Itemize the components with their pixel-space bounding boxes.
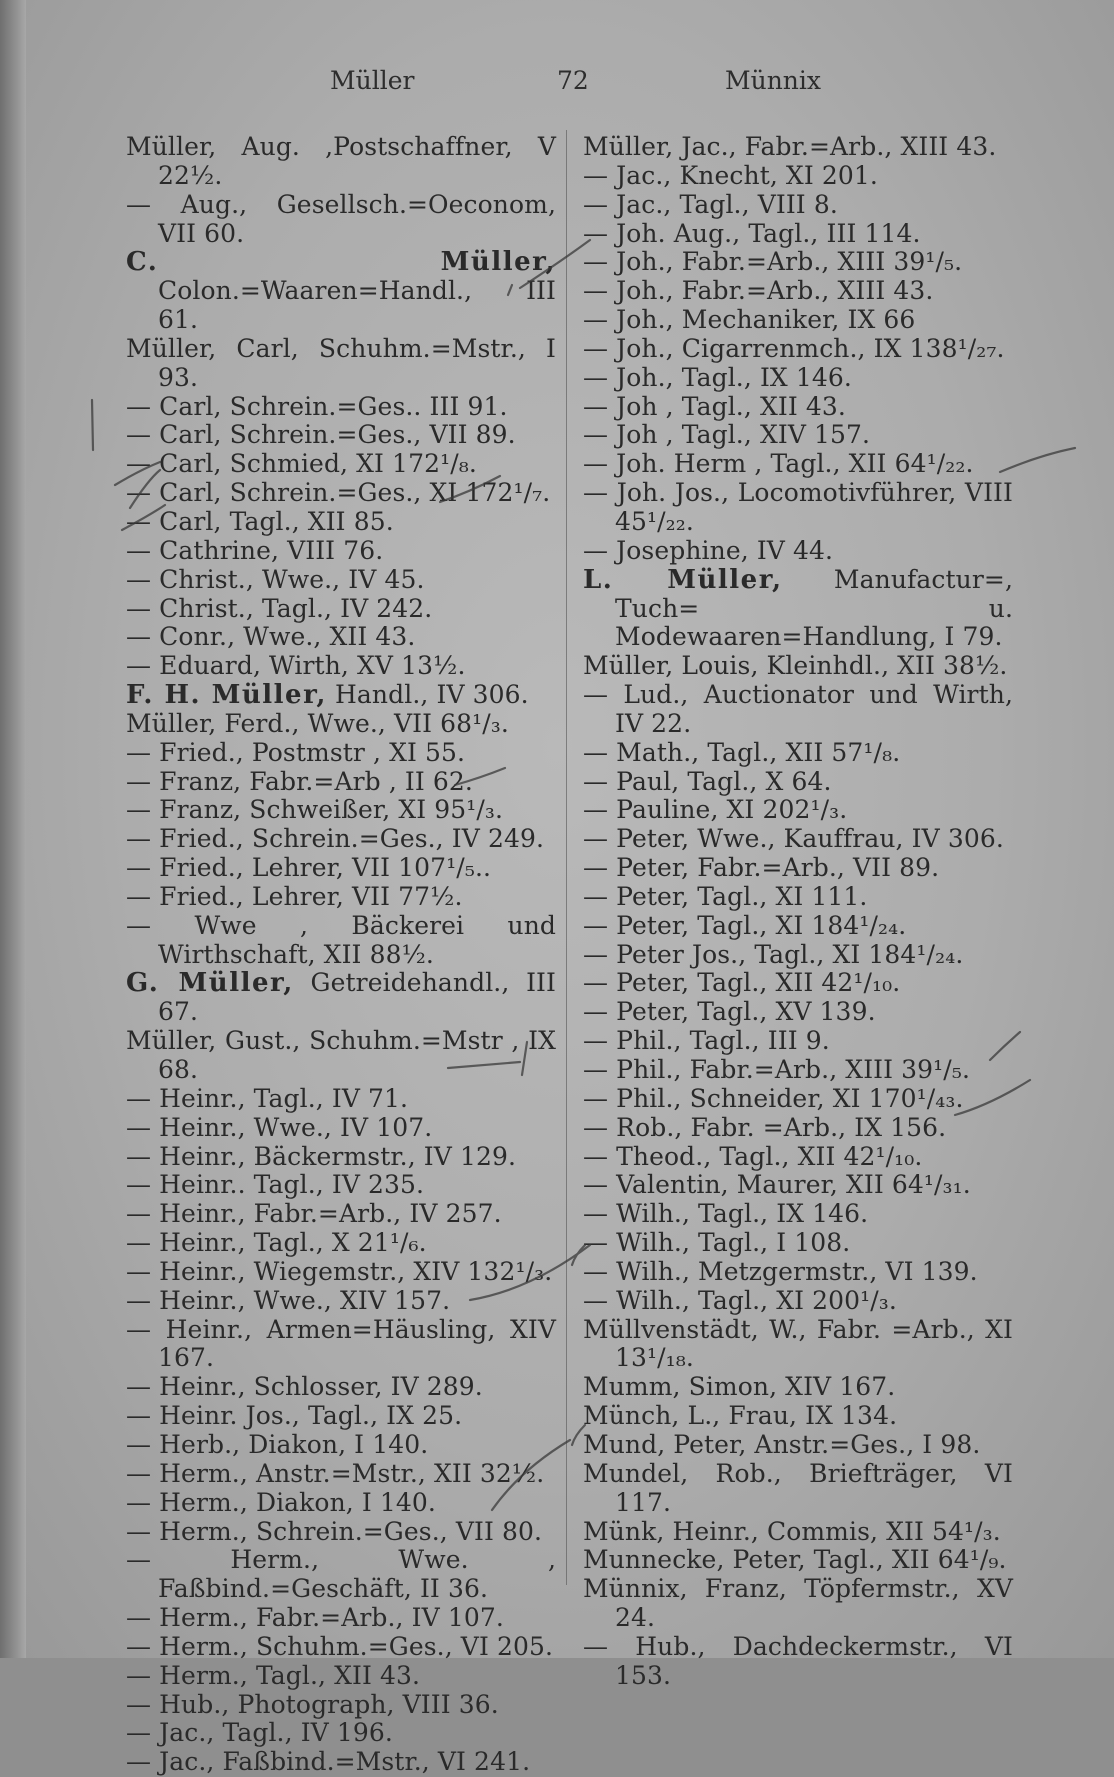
directory-entry (126, 968, 565, 1027)
directory-entry (126, 1026, 565, 1085)
entry-text: — Wwe , Bäckerei und Wirthschaft, XII 88½. (126, 910, 565, 969)
directory-entry (126, 796, 556, 825)
entry-text: Mund, Peter, Anstr.=Ges., I 98. (583, 1429, 981, 1459)
directory-entry (126, 132, 565, 191)
entry-text: Handl., IV 306. (326, 680, 529, 710)
entry-text: — Peter Jos., Tagl., XI 184¹/₂₄. (583, 939, 964, 969)
entry-text: — Paul, Tagl., X 64. (583, 766, 832, 796)
directory-entry (583, 1287, 1013, 1316)
directory-entry (583, 220, 1013, 249)
directory-entry (126, 1719, 556, 1748)
entry-text: — Peter, Wwe., Kauffrau, IV 306. (583, 824, 1004, 854)
entry-text: — Cathrine, VIII 76. (126, 535, 384, 565)
directory-entry (583, 969, 1013, 998)
entry-text: — Eduard, Wirth, XV 13½. (126, 651, 466, 681)
entry-text: — Herm., Fabr.=Arb., IV 107. (126, 1603, 504, 1633)
entry-text: — Peter, Tagl., XI 184¹/₂₄. (583, 910, 907, 940)
header-last-name: Münnix (725, 66, 821, 95)
directory-entry (126, 537, 556, 566)
directory-entry (583, 680, 1022, 739)
directory-entry (126, 652, 556, 681)
entry-text: — Heinr., Wwe., IV 107. (126, 1112, 433, 1142)
directory-entry (126, 1171, 556, 1200)
entry-text: Müller, Gust., Schuhm.=Mstr , IX 68. (126, 1026, 565, 1084)
entry-text: — Joh , Tagl., XIV 157. (583, 420, 871, 450)
directory-entry (583, 1085, 1013, 1114)
directory-entry (583, 564, 1022, 653)
directory-entry (126, 854, 556, 883)
directory-entry (126, 1604, 556, 1633)
directory-entry (126, 1287, 556, 1316)
directory-entry (583, 393, 1013, 422)
directory-entry (583, 421, 1013, 450)
directory-entry (126, 595, 556, 624)
entry-text: — Conr., Wwe., XII 43. (126, 622, 416, 652)
entry-text: — Herm., Anstr.=Mstr., XII 32½. (126, 1458, 545, 1488)
directory-entry (126, 450, 556, 479)
entry-text: — Christ., Tagl., IV 242. (126, 593, 433, 623)
running-header (330, 66, 830, 106)
entry-text: — Heinr., Wwe., XIV 157. (126, 1285, 451, 1315)
entry-text: — Herm., Wwe. , Faßbind.=Geschäft, II 36. (126, 1545, 565, 1604)
entry-text: — Carl, Schrein.=Ges., VII 89. (126, 420, 516, 450)
directory-entry (583, 739, 1013, 768)
entry-text: — Heinr., Fabr.=Arb., IV 257. (126, 1199, 502, 1229)
directory-entry (126, 421, 556, 450)
directory-entry (583, 1402, 1013, 1431)
entry-text: — Joh., Fabr.=Arb., XIII 43. (583, 276, 934, 306)
directory-entry (126, 623, 556, 652)
entry-text: Münk, Heinr., Commis, XII 54¹/₃. (583, 1516, 1001, 1546)
directory-entry (583, 1518, 1013, 1547)
firm-name: G. Müller, (126, 968, 294, 999)
entry-text: — Lud., Auctionator und Wirth, IV 22. (583, 680, 1022, 738)
entry-text: — Herm., Schuhm.=Ges., VI 205. (126, 1631, 554, 1661)
entry-text: — Joh. Jos., Locomotivführer, VIII 45¹/₂₂. (583, 478, 1022, 536)
directory-entry (583, 537, 1013, 566)
entry-text: — Carl, Tagl., XII 85. (126, 506, 394, 536)
directory-entry (126, 1545, 565, 1604)
entry-text: — Wilh., Tagl., XI 200¹/₃. (583, 1285, 897, 1315)
directory-entry (583, 652, 1013, 681)
entry-text: — Peter, Fabr.=Arb., VII 89. (583, 853, 940, 883)
directory-entry (583, 1314, 1022, 1374)
directory-entry (126, 825, 556, 854)
entry-text: — Franz, Fabr.=Arb , II 62. (126, 766, 473, 796)
directory-entry (583, 1631, 1022, 1691)
entry-text: — Peter, Tagl., XI 111. (583, 881, 868, 911)
entry-text: Getreidehandl., III 67. (158, 968, 565, 1027)
directory-entry (583, 1143, 1013, 1172)
entry-text: — Fried., Schrein.=Ges., IV 249. (126, 824, 545, 854)
directory-entry (126, 1229, 556, 1258)
directory-entry (583, 1546, 1013, 1575)
entry-text: — Heinr. Jos., Tagl., IX 25. (126, 1401, 463, 1431)
entry-text: — Carl, Schmied, XI 172¹/₈. (126, 449, 477, 479)
directory-entry (126, 1518, 556, 1547)
entry-text: — Phil., Tagl., III 9. (583, 1026, 830, 1056)
directory-entry (126, 1373, 556, 1402)
directory-entry (583, 478, 1022, 537)
entry-text: Mundel, Rob., Briefträger, VI 117. (583, 1458, 1022, 1517)
left-column (126, 132, 565, 1777)
directory-entry (583, 248, 1013, 277)
directory-entry (126, 883, 556, 912)
entry-text: — Jac., Tagl., IV 196. (126, 1718, 393, 1748)
directory-entry (126, 681, 556, 710)
directory-entry (583, 1171, 1013, 1200)
directory-entry (126, 768, 556, 797)
entry-text: — Peter, Tagl., XV 139. (583, 997, 876, 1027)
entry-text: — Peter, Tagl., XII 42¹/₁₀. (583, 968, 901, 998)
entry-text: Münnix, Franz, Töpfermstr., XV 24. (583, 1574, 1022, 1633)
directory-entry (583, 854, 1013, 883)
entry-text: — Joh., Cigarrenmch., IX 138¹/₂₇. (583, 333, 1005, 363)
directory-entry (583, 306, 1013, 335)
entry-text: — Rob., Fabr. =Arb., IX 156. (583, 1112, 947, 1142)
entry-text: — Phil., Fabr.=Arb., XIII 39¹/₅. (583, 1055, 971, 1084)
entry-text: — Herm., Tagl., XII 43. (126, 1660, 421, 1690)
directory-entry (126, 1633, 556, 1662)
entry-text: — Carl, Schrein.=Ges.. III 91. (126, 391, 508, 421)
directory-entry (126, 710, 556, 739)
entry-text: — Joh., Tagl., IX 146. (583, 362, 852, 392)
directory-entry (126, 1314, 565, 1374)
directory-entry (126, 566, 556, 595)
directory-entry (126, 393, 556, 422)
directory-entry (583, 883, 1013, 912)
entry-text: — Heinr., Wiegemstr., XIV 132¹/₃. (126, 1256, 553, 1286)
entry-text: — Heinr., Schlosser, IV 289. (126, 1372, 483, 1402)
entry-text: — Theod., Tagl., XII 42¹/₁₀. (583, 1141, 923, 1171)
entry-text: — Heinr., Tagl., X 21¹/₆. (126, 1228, 427, 1258)
directory-entry (583, 450, 1013, 479)
directory-entry (126, 189, 565, 249)
directory-entry (126, 1143, 556, 1172)
entry-text: — Joh., Fabr.=Arb., XIII 39¹/₅. (583, 247, 963, 277)
entry-text: — Heinr., Bäckermstr., IV 129. (126, 1141, 517, 1171)
directory-entry (583, 796, 1013, 825)
directory-entry (126, 333, 565, 393)
entry-text: Müller, Carl, Schuhm.=Mstr., I 93. (126, 333, 565, 392)
directory-entry (583, 1200, 1013, 1229)
directory-entry (126, 1258, 556, 1287)
directory-entry (126, 1114, 556, 1143)
entry-text: — Jac., Knecht, XI 201. (583, 160, 878, 190)
directory-entry (583, 191, 1013, 220)
directory-entry (126, 508, 556, 537)
directory-entry (583, 1027, 1013, 1056)
entry-text: — Hub., Dachdeckermstr., VI 153. (583, 1631, 1022, 1690)
entry-text: — Math., Tagl., XII 57¹/₈. (583, 737, 901, 767)
firm-name: L. Müller, (583, 564, 783, 595)
directory-entry (126, 739, 556, 768)
directory-entry (583, 768, 1013, 797)
page-binding-edge (0, 0, 26, 1658)
entry-text: Manufactur=, Tuch= u. Modewaaren=Handlung, I 79. (615, 564, 1022, 652)
directory-entry (583, 1258, 1013, 1287)
page-number: 72 (557, 66, 589, 95)
directory-entry (583, 1114, 1013, 1143)
entry-text: — Fried., Lehrer, VII 107¹/₅.. (126, 853, 492, 883)
directory-entry (126, 1662, 556, 1691)
entry-text: Müller, Louis, Kleinhdl., XII 38½. (583, 651, 1008, 681)
entry-text: — Herb., Diakon, I 140. (126, 1429, 429, 1459)
entry-text: — Valentin, Maurer, XII 64¹/₃₁. (583, 1170, 971, 1200)
right-column (583, 132, 1022, 1691)
directory-entry (583, 1574, 1022, 1633)
entry-text: — Heinr., Armen=Häusling, XIV 167. (126, 1314, 565, 1373)
entry-text: — Wilh., Tagl., IX 146. (583, 1199, 869, 1229)
entry-text: Mumm, Simon, XIV 167. (583, 1372, 896, 1402)
directory-entry (126, 1085, 556, 1114)
directory-entry (126, 1748, 556, 1777)
entry-text: — Wilh., Tagl., I 108. (583, 1228, 851, 1258)
directory-entry (583, 1458, 1022, 1518)
entry-text: — Fried., Postmstr , XI 55. (126, 737, 466, 767)
column-divider (566, 130, 567, 1585)
pencil-tick-mark (92, 400, 93, 450)
directory-entry (583, 1431, 1013, 1460)
entry-text: — Joh , Tagl., XII 43. (583, 391, 846, 421)
directory-entry (583, 998, 1013, 1027)
directory-entry (583, 1373, 1013, 1402)
entry-text: Müller, Jac., Fabr.=Arb., XIII 43. (583, 132, 997, 161)
directory-entry (583, 162, 1013, 191)
directory-entry (126, 910, 565, 970)
entry-text: — Herm., Diakon, I 140. (126, 1487, 436, 1517)
directory-entry (126, 1200, 556, 1229)
firm-name: F. H. Müller, (126, 680, 327, 711)
entry-text: — Carl, Schrein.=Ges., XI 172¹/₇. (126, 478, 551, 508)
entry-text: — Aug., Gesellsch.=Oeconom, VII 60. (126, 189, 565, 248)
entry-text: — Jac., Faßbind.=Mstr., VI 241. (126, 1747, 531, 1777)
directory-entry (583, 825, 1013, 854)
entry-text: — Jac., Tagl., VIII 8. (583, 189, 838, 219)
entry-text: — Josephine, IV 44. (583, 535, 834, 565)
directory-entry (583, 1229, 1013, 1258)
entry-text: Müllvenstädt, W., Fabr. =Arb., XI 13¹/₁₈. (583, 1314, 1022, 1373)
entry-text: — Joh., Mechaniker, IX 66 (583, 305, 916, 335)
directory-entry (126, 247, 565, 335)
entry-text: — Joh. Herm , Tagl., XII 64¹/₂₂. (583, 449, 974, 479)
entry-text: — Christ., Wwe., IV 45. (126, 564, 425, 594)
firm-name: C. Müller, (126, 247, 556, 278)
directory-entry (126, 1691, 556, 1720)
directory-entry (126, 1460, 556, 1489)
directory-entry (126, 1489, 556, 1518)
entry-text: — Pauline, XI 202¹/₃. (583, 795, 848, 825)
directory-entry (583, 133, 1013, 162)
directory-entry (583, 364, 1013, 393)
entry-text: — Heinr.. Tagl., IV 235. (126, 1170, 425, 1200)
entry-text: — Hub., Photograph, VIII 36. (126, 1689, 499, 1719)
directory-entry (126, 1431, 556, 1460)
directory-entry (583, 1056, 1013, 1085)
directory-entry (583, 335, 1013, 364)
entry-text: Colon.=Waaren=Handl., III 61. (158, 247, 565, 335)
entry-text: Müller, Ferd., Wwe., VII 68¹/₃. (126, 708, 509, 738)
entry-text: — Joh. Aug., Tagl., III 114. (583, 218, 921, 248)
entry-text: — Fried., Lehrer, VII 77½. (126, 881, 463, 911)
entry-text: — Heinr., Tagl., IV 71. (126, 1083, 409, 1113)
entry-text: — Wilh., Metzgermstr., VI 139. (583, 1256, 978, 1286)
entry-text: — Herm., Schrein.=Ges., VII 80. (126, 1516, 543, 1546)
header-first-name: Müller (330, 66, 415, 95)
entry-text: Munnecke, Peter, Tagl., XII 64¹/₉. (583, 1545, 1007, 1575)
directory-entry (126, 1402, 556, 1431)
entry-text: Münch, L., Frau, IX 134. (583, 1401, 898, 1431)
entry-text: — Franz, Schweißer, XI 95¹/₃. (126, 795, 504, 825)
directory-entry (583, 941, 1013, 970)
directory-entry (126, 479, 556, 508)
directory-entry (583, 912, 1013, 941)
directory-entry (583, 277, 1013, 306)
entry-text: — Phil., Schneider, XI 170¹/₄₃. (583, 1083, 964, 1113)
entry-text: Müller, Aug. ,Postschaffner, V 22½. (126, 132, 565, 190)
